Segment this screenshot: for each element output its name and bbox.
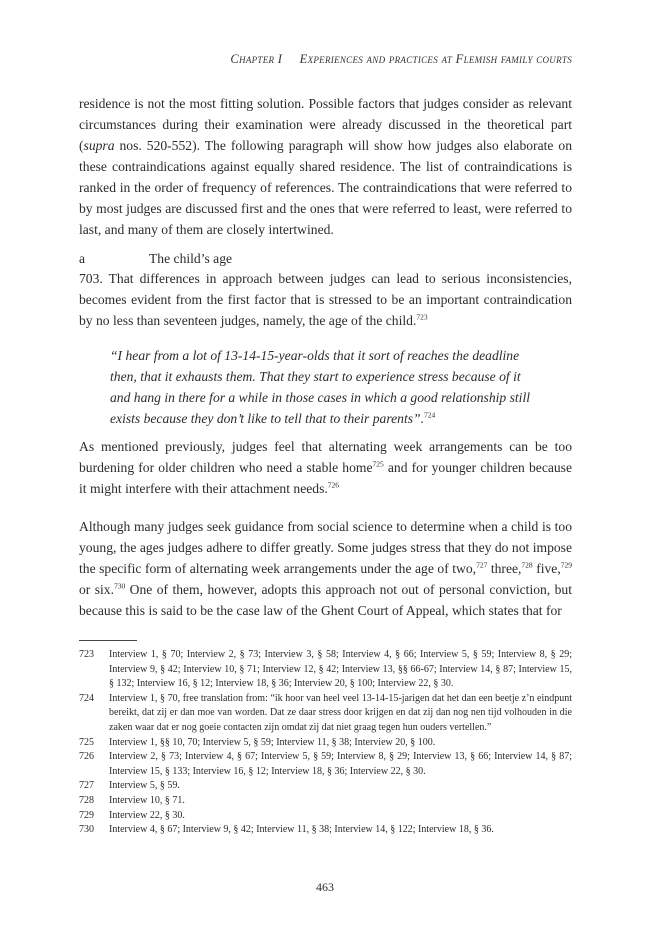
page-number: 463 xyxy=(316,880,334,894)
running-head-chapter: Chapter I xyxy=(230,52,283,66)
text-run: 703. That differences in approach between judges can lead to serious inconsistencies, becomes evident from the first factor that is stressed to be an important contraindication by no less than seventeen judges, namely, the age of the child. xyxy=(79,271,572,328)
footnote-text: Interview 5, § 59. xyxy=(109,780,180,792)
footnote xyxy=(79,750,572,779)
section-heading-title: The child’s age xyxy=(149,251,233,266)
block-quote xyxy=(110,345,542,429)
paragraph-intro xyxy=(79,93,572,240)
footnote-ref[interactable]: 725 xyxy=(372,459,384,469)
text-run: Although many judges seek guidance from social science to determine when a child is too young, the ages judges adhere to differ greatly. Some judges stress that they do not impose the specific form of alternating week arrangements under the age of two, xyxy=(79,519,572,576)
footnote-ref[interactable]: 728 xyxy=(521,560,533,570)
text-run: or six. xyxy=(79,582,114,597)
footnote-ref[interactable]: 729 xyxy=(560,560,572,570)
footnote-number: 730 xyxy=(79,824,94,836)
footnote-number: 728 xyxy=(79,794,94,806)
section-heading xyxy=(79,248,232,269)
footnotes xyxy=(79,648,572,838)
footnote-ref[interactable]: 723 xyxy=(416,312,428,322)
footnote xyxy=(79,736,572,751)
footnote xyxy=(79,794,572,809)
footnote-number: 725 xyxy=(79,736,94,748)
footnote-text: Interview 10, § 71. xyxy=(109,794,185,806)
footnote xyxy=(79,779,572,794)
text-run: five, xyxy=(532,561,561,576)
footnote-ref[interactable]: 724 xyxy=(423,410,436,420)
text-run: nos. 520-552). The following paragraph will show how judges also elaborate on these contraindications against equally shared residence. The list of contraindications is ranked in the order of frequency of references. The contraindications that were referred to by most judges are discussed first and the ones that were referred to least, were referred to last, and many of them are closely intertwined. xyxy=(79,138,572,237)
footnote-text: Interview 1, § 70; Interview 2, § 73; Interview 3, § 58; Interview 4, § 66; Interview 5, § 59; Interview 8, § 29; Interview 9, § 42; Interview 10, § 71; Interview 12, § 42; Interview 13, §§ 66-67; Interview 14, § 87; Interview 15, § 132; Interview 16, § 12; Interview 18, § 36; Interview 20, § 100; Interview 22, § 30. xyxy=(109,649,572,690)
running-head-title: Experiences and practices at Flemish family courts xyxy=(299,52,572,66)
paragraph-alternating-week xyxy=(79,436,572,499)
footnote xyxy=(79,692,572,736)
text-run: three, xyxy=(487,561,522,576)
footnote-ref[interactable]: 726 xyxy=(327,480,340,490)
footnote-number: 724 xyxy=(79,692,94,704)
footnote xyxy=(79,823,572,838)
text-run: One of them, however, adopts this approach not out of personal conviction, but because this is said to be the case law of the Ghent Court of Appeal, which states that for xyxy=(79,582,572,618)
footnote-text: Interview 1, § 70, free translation from: “ik hoor van heel veel 13-14-15-jarigen dat het dan een beetje z’n eindpunt bereikt, dat zij er dan moe van worden. Dat ze daar stress door krijgen en dat zij dan nog nen tijd volhouden in die zaken waar dat er nog goeie contacten zijn omdat zij dat niet graag tegen hun ouders vertellen.” xyxy=(109,692,572,733)
text-run: residence is not the most fitting solution. Possible factors that judges consider as relevant circumstances during their examination were already discussed in the theoretical part ( xyxy=(79,96,572,153)
section-heading-number: a xyxy=(79,251,86,266)
text-run: As mentioned previously, judges feel that alternating week arrangements can be too burdening for older children who need a stable home xyxy=(79,439,572,475)
footnote-number: 726 xyxy=(79,751,94,763)
footnote-text: Interview 22, § 30. xyxy=(109,809,185,821)
footnote-divider xyxy=(79,640,137,641)
footnote-number: 727 xyxy=(79,780,94,792)
paragraph-703 xyxy=(79,268,572,331)
footnote-ref[interactable]: 727 xyxy=(476,560,488,570)
text-run: and for younger children because it might interfere with their attachment needs. xyxy=(79,460,573,496)
footnote-number: 723 xyxy=(79,649,94,660)
text-run-italic: supra xyxy=(83,138,115,153)
quote-text: “I hear from a lot of 13-14-15-year-olds that it sort of reaches the deadline then, that it exhausts them. That they start to experience stress because of it and hang in there for a while in those cases in which a good relationship still exists because they don’t like to tell that to their parents”. xyxy=(110,348,531,426)
footnote-text: Interview 1, §§ 10, 70; Interview 5, § 59; Interview 11, § 38; Interview 20, § 100. xyxy=(109,736,436,748)
footnote xyxy=(79,809,572,824)
footnote-number: 729 xyxy=(79,809,94,821)
paragraph-ages xyxy=(79,516,572,621)
running-head xyxy=(78,52,572,67)
footnote-text: Interview 4, § 67; Interview 9, § 42; Interview 11, § 38; Interview 14, § 122; Interview 18, § 36. xyxy=(109,824,494,836)
footnote-ref[interactable]: 730 xyxy=(114,581,126,591)
footnote-text: Interview 2, § 73; Interview 4, § 67; Interview 5, § 59; Interview 8, § 29; Interview 13, § 66; Interview 14, § 87; Interview 15, § 133; Interview 16, § 12; Interview 18, § 36; Interview 22, § 30. xyxy=(109,751,572,777)
footnote xyxy=(79,648,572,692)
